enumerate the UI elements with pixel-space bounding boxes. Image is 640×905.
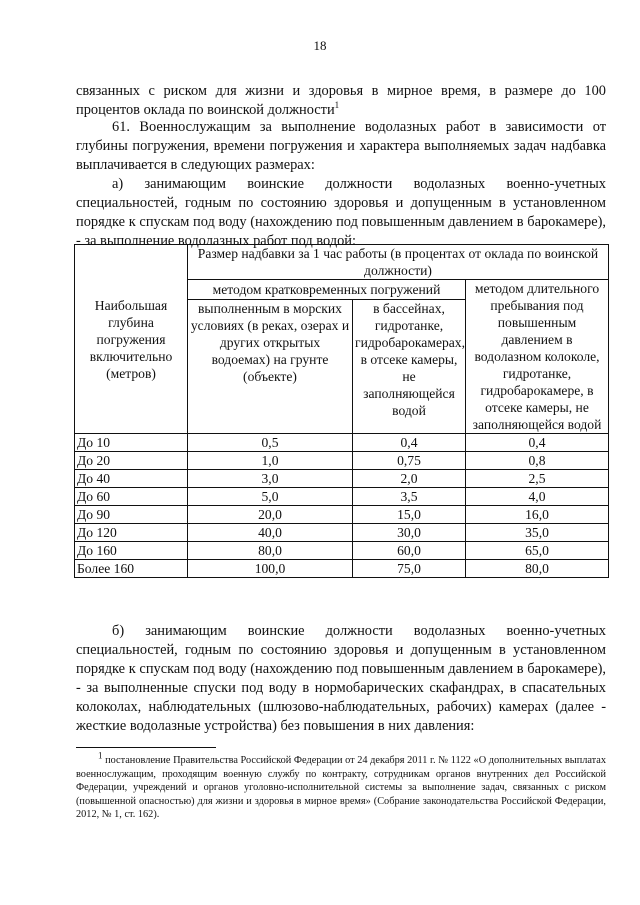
cell-depth: До 120: [75, 524, 188, 542]
table-row: [75, 506, 609, 524]
cell-long: 35,0: [466, 524, 609, 542]
cell-long: 65,0: [466, 542, 609, 560]
paragraph-item-61: 61. Военнослужащим за выполнение водолазных работ в зависимости от глубины погружения, времени погружения и характера выполняемых задач надбавка выплачивается в следующих размерах:: [76, 119, 606, 173]
cell-depth: До 90: [75, 506, 188, 524]
cell-depth: До 40: [75, 470, 188, 488]
footnote-marker: 1: [98, 750, 103, 761]
cell-pool: 0,75: [353, 452, 466, 470]
cell-sea: 3,0: [188, 470, 353, 488]
cell-depth: До 10: [75, 434, 188, 452]
cell-sea: 80,0: [188, 542, 353, 560]
allowance-table: [74, 244, 609, 578]
cell-long: 4,0: [466, 488, 609, 506]
cell-depth: Более 160: [75, 560, 188, 578]
cell-pool: 60,0: [353, 542, 466, 560]
cell-depth: До 160: [75, 542, 188, 560]
table-row: [75, 488, 609, 506]
cell-long: 0,4: [466, 434, 609, 452]
paragraph-subitem-b: б) занимающим воинские должности водолазных военно-учетных специальностей, годным по состоянию здоровья и допущенным в установленном порядке к спускам под воду (нахождению под повышенным давлением в барокамере), - за выполненные спуски под воду в нормобарических скафандрах, в спасательных колоколах, наблюдательных (шлюзово-наблюдательных, рабочих) камерах (далее - жесткие водолазные устройства) без повышения в них давления:: [76, 623, 606, 734]
cell-pool: 0,4: [353, 434, 466, 452]
cell-depth: До 20: [75, 452, 188, 470]
cell-pool: 75,0: [353, 560, 466, 578]
cell-long: 16,0: [466, 506, 609, 524]
footnote-text: постановление Правительства Российской Федерации от 24 декабря 2011 г. № 1122 «О дополнительных выплатах военнослужащим, проходящим военную службу по контракту, сотрудникам органов внутренних дел Российской Федерации, учреждений и органов уголовно-исполнительной системы за выполнение задач, связанных с риском (повышенной опасностью) для жизни и здоровья в мирное время» (Собрание законодательства Российской Федерации, 2012, № 1, ст. 162).: [76, 755, 606, 821]
table-row: [75, 542, 609, 560]
footnote-reference: 1: [334, 100, 340, 111]
cell-pool: 15,0: [353, 506, 466, 524]
header-pools-tanks: в бассейнах, гидротанке, гидробарокамерах, в отсеке камеры, не заполняющейся водой: [353, 300, 466, 434]
header-short-method: методом кратковременных погружений: [188, 280, 466, 300]
table-header-row: [75, 245, 609, 280]
cell-long: 0,8: [466, 452, 609, 470]
cell-long: 80,0: [466, 560, 609, 578]
table-row: [75, 560, 609, 578]
table-row: [75, 524, 609, 542]
cell-sea: 5,0: [188, 488, 353, 506]
cell-sea: 40,0: [188, 524, 353, 542]
cell-long: 2,5: [466, 470, 609, 488]
footnote-divider: [76, 747, 216, 748]
footnote: [76, 750, 606, 822]
header-allowance-size: Размер надбавки за 1 час работы (в процентах от оклада по воинской должности): [188, 245, 609, 280]
paragraph-continuation: [76, 82, 606, 120]
table-row: [75, 452, 609, 470]
cell-sea: 100,0: [188, 560, 353, 578]
paragraph-text: связанных с риском для жизни и здоровья в мирное время, в размере до 100 процентов оклада по воинской должности: [76, 83, 606, 118]
cell-pool: 2,0: [353, 470, 466, 488]
cell-pool: 3,5: [353, 488, 466, 506]
cell-sea: 0,5: [188, 434, 353, 452]
table-row: [75, 470, 609, 488]
header-sea-conditions: выполненным в морских условиях (в реках, озерах и других открытых водоемах) на грунте (объекте): [188, 300, 353, 434]
cell-sea: 20,0: [188, 506, 353, 524]
cell-sea: 1,0: [188, 452, 353, 470]
paragraph-subitem-a: а) занимающим воинские должности водолазных военно-учетных специальностей, годным по состоянию здоровья и допущенным в установленном порядке к спускам под воду (нахождению под повышенным давлением в барокамере), - за выполнение водолазных работ под водой:: [76, 176, 606, 249]
cell-pool: 30,0: [353, 524, 466, 542]
cell-depth: До 60: [75, 488, 188, 506]
table-row: [75, 434, 609, 452]
header-depth: Наибольшая глубина погружения включительно (метров): [75, 245, 188, 434]
page-number: 18: [313, 38, 327, 53]
header-long-method: методом длительного пребывания под повышенным давлением в водолазном колоколе, гидротанке, гидробарокамере, в отсеке камеры, не заполняющейся водой: [466, 280, 609, 434]
